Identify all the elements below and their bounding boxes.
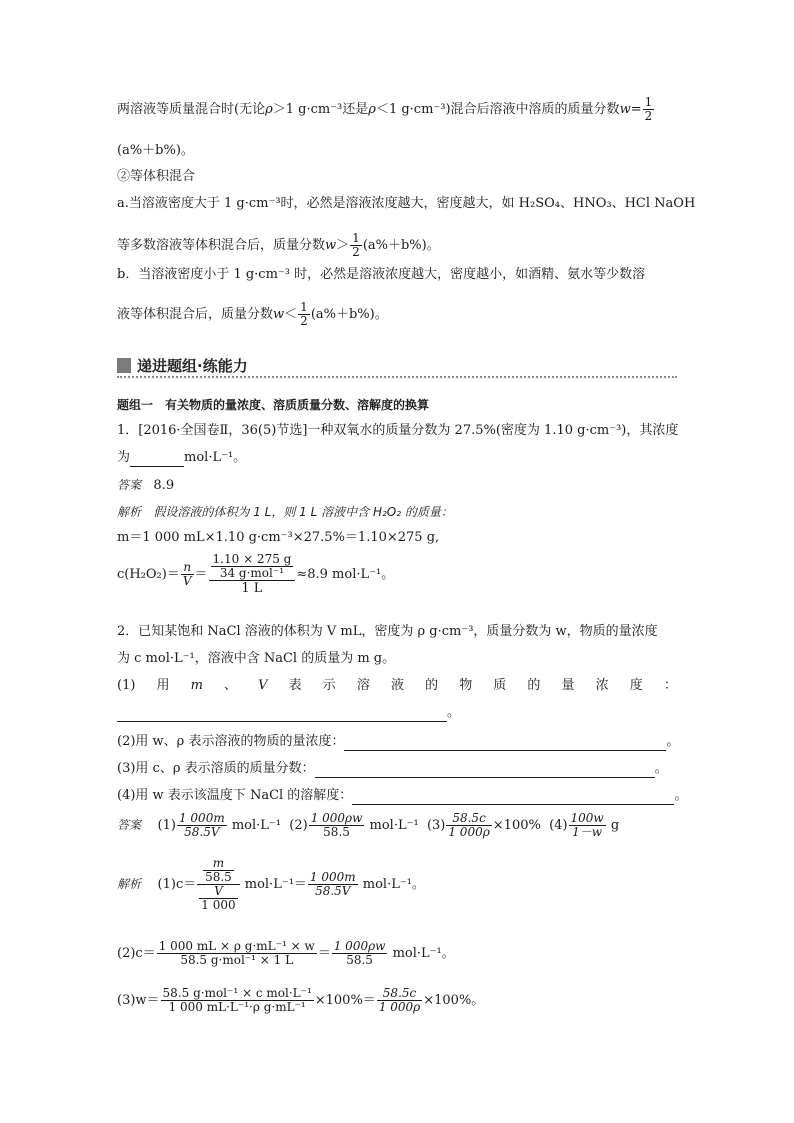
fraction-denominator: 2 [644,109,653,123]
answer-label: 答案 [117,818,142,832]
fraction [157,940,317,967]
fraction-numerator: 100w [570,811,604,825]
text-span: (1) [157,818,176,833]
question-2-analysis-2 [117,940,455,967]
fraction [569,812,606,839]
justified-char: m [190,678,203,693]
section-title: 递进题组·练能力 [137,357,248,375]
w-symbol: w [273,307,285,322]
fraction-numerator: m [203,857,234,871]
less-sign: ＜ [284,307,298,322]
fraction-denominator [197,885,239,912]
text-span: (2) [289,818,308,833]
text-span: 。 [666,734,680,749]
group-heading: 题组一 有关物质的量浓度、溶质质量分数、溶解度的换算 [117,398,430,412]
equals-sign: = [630,102,642,117]
justified-char: (1) [117,678,136,693]
justified-char: 用 [156,678,170,693]
fraction-denominator: 58.5 g·mol⁻¹ × 1 L [180,953,294,967]
fraction-numerator: 58.5c [377,987,422,1001]
fraction [309,812,365,839]
fraction-denominator: 1 L [241,581,263,596]
answer-label: 答案 [117,478,142,492]
density-greater-result-line [117,232,440,259]
text-span: (4)用 w 表示该温度下 NaCl 的溶解度： [117,788,353,803]
inner-fraction [199,885,237,912]
question-2-part-1-answer-line [117,704,460,722]
question-1-stem-blank-line [117,449,246,467]
fraction [377,987,422,1014]
fraction-denominator: 1 000 mL·L⁻¹·ρ g·mL⁻¹ [168,1000,306,1014]
answer-value: 8.9 [153,478,175,493]
answer-blank[interactable] [344,736,666,751]
text-span: (3)用 c、ρ 表示溶质的质量分数： [117,761,315,776]
text-span: (1)c＝ [157,877,197,892]
text-span: 两溶液等质量混合时(无论 [117,102,266,117]
text-span: mol·L⁻¹。 [184,450,247,465]
fraction-denominator: V [182,574,192,588]
inner-fraction [203,857,234,884]
fraction [177,812,227,839]
fraction-numerator: 58.5c [446,812,491,826]
justified-line [117,677,677,695]
text-span: mol·L⁻¹。 [362,877,425,892]
justified-char: 浓 [595,678,609,693]
fraction [161,987,314,1014]
text-span: 。 [447,705,461,720]
analysis-label: 解析 [117,877,142,891]
density-less-result-line [117,301,388,328]
justified-char: 的 [425,678,439,693]
fraction-numerator: 1 [352,231,360,245]
section-header [117,350,677,380]
question-1-analysis [117,503,453,522]
question-2-analysis-1 [117,857,425,912]
justified-char: 表 [288,678,302,693]
fraction-denominator: 58.5V [184,825,220,839]
fraction-numerator: 1 [644,95,653,109]
question-2-part-3 [117,760,668,778]
fraction-n-over-v [181,561,194,588]
justified-char: 的 [527,678,541,693]
answer-blank[interactable] [117,707,447,722]
answer-blank[interactable] [130,452,184,467]
compound-fraction [209,553,296,596]
mixing-equal-mass-line [117,96,655,123]
question-1-answer [117,476,174,495]
greater-sign: ＞ [336,238,350,253]
unit: g [610,818,620,833]
equals-sign: ＝ [194,567,208,582]
fraction-numerator: V [199,885,237,899]
question-2-answers [117,812,619,839]
text-span: ＞1 g·cm⁻³还是 [272,102,369,117]
mixing-sum-line: (a%＋b%)。 [117,143,194,158]
fraction-numerator: 1 000ρw [333,939,386,953]
justified-char: ： [663,678,677,693]
question-1-stem: 1．[2016·全国卷Ⅱ，36(5)节选]一种双氧水的质量分数为 27.5%(密度为 1.10 g·cm⁻³)，其浓度 [117,423,679,438]
density-greater-line: a.当溶液密度大于 1 g·cm⁻³时，必然是溶液浓度越大，密度越大，如 H₂SO₄、HNO₃、HCl NaOH [117,196,696,211]
justified-char: 液 [390,678,404,693]
fraction-denominator: 1 000 [201,898,236,912]
fraction [308,871,358,898]
text-span: (3)w＝ [117,993,160,1008]
fraction-numerator: 1 000ρw [310,811,363,825]
analysis-label: 解析 [117,505,142,519]
question-2-part-2 [117,733,679,751]
fraction-numerator: 1 000 mL × ρ g·mL⁻¹ × w [158,939,315,953]
question-2-part-4 [117,787,687,805]
density-less-line: b．当溶液密度小于 1 g·cm⁻³ 时，必然是溶液浓度越大，密度越小，如酒精、氨水等少数溶 [117,267,646,282]
fraction-denominator: 34 g·mol⁻¹ [219,566,285,580]
text-span: 。 [674,788,688,803]
fraction-denominator: 2 [300,314,308,328]
text-span: (3) [426,818,446,833]
question-1-mass-calc: m＝1 000 mL×1.10 g·cm⁻³×27.5%＝1.10×275 g, [117,530,440,545]
justified-char: 溶 [356,678,370,693]
fraction-denominator: 58.5 [323,825,350,839]
fraction-numerator: n [181,561,194,575]
fraction-one-half [298,301,310,328]
question-2-stem-line2: 为 c mol·L⁻¹，溶液中含 NaCl 的质量为 m g。 [117,651,396,666]
text-span: 等多数溶液等体积混合后，质量分数 [117,238,326,253]
text-span: ≈8.9 mol·L⁻¹。 [296,567,395,582]
fraction-denominator: 1 000ρ [448,825,490,839]
question-2-part-1 [117,677,677,695]
text-span: (a%＋b%)。 [310,307,388,322]
fraction-numerator [197,857,239,885]
text-span: (2)c＝ [117,946,156,961]
equals-sign: ＝ [317,946,331,961]
answer-blank[interactable] [315,763,655,778]
text-span: 为 [117,450,131,465]
fraction-denominator: 58.5V [315,884,351,898]
fraction [446,812,491,839]
fraction-denominator: 58.5 [346,953,373,967]
fraction-numerator [209,553,296,581]
fraction-one-half [350,232,362,259]
text-span: 液等体积混合后，质量分数 [117,307,274,322]
justified-char: 度 [629,678,643,693]
fraction-denominator: 1－w [572,825,603,839]
equal-volume-heading: ②等体积混合 [117,169,196,184]
unit: ×100% [492,818,541,833]
justified-char: 量 [561,678,575,693]
text-span: (4) [549,818,568,833]
analysis-text: 假设溶液的体积为 1 L，则 1 L 溶液中含 H₂O₂ 的质量： [153,505,453,519]
fraction-one-half [643,96,655,123]
text-span: (a%＋b%)。 [362,238,440,253]
compound-fraction [197,857,239,912]
fraction-numerator: 58.5 g·mol⁻¹ × c mol·L⁻¹ [162,986,312,1000]
fraction-denominator: 58.5 [205,870,232,884]
section-marker-icon [117,358,131,373]
answer-blank[interactable] [352,790,674,805]
fraction-denominator: 1 000ρ [378,1000,421,1014]
unit: mol·L⁻¹ [231,818,281,833]
question-2-stem: 2．已知某饱和 NaCl 溶液的体积为 V mL，密度为 ρ g·cm⁻³，质量分数为 w，物质的量浓度 [117,624,658,639]
fraction-denominator: 2 [352,245,360,259]
unit: mol·L⁻¹ [369,818,419,833]
text-span: mol·L⁻¹。 [392,946,455,961]
question-1-concentration-calc [117,553,394,596]
justified-char: V [258,678,268,693]
text-span: ＜1 g·cm⁻³)混合后溶液中溶质的质量分数 [375,102,620,117]
fraction-numerator: 1 [300,300,308,314]
text-span: c(H₂O₂)＝ [117,567,180,582]
justified-char: 物 [459,678,473,693]
question-2-analysis-3 [117,987,484,1014]
fraction-numerator: 1 000m [178,811,225,825]
justified-char: 、 [224,678,238,693]
w-symbol: w [325,238,337,253]
inner-fraction [211,553,294,580]
text-span: mol·L⁻¹＝ [244,877,307,892]
text-span: ×100%＝ [314,993,376,1008]
section-divider [117,376,677,378]
text-span: ×100%。 [423,993,485,1008]
text-span: 。 [654,761,668,776]
rho-symbol: ρ [368,102,376,117]
fraction [332,940,388,967]
justified-char: 质 [493,678,507,693]
fraction-numerator: 1.10 × 275 g [212,552,292,566]
text-span: (2)用 w、ρ 表示溶液的物质的量浓度： [117,734,345,749]
fraction-numerator: 1 000m [309,870,356,884]
justified-char: 示 [322,678,336,693]
w-symbol: w [619,102,631,117]
rho-symbol: ρ [265,102,273,117]
